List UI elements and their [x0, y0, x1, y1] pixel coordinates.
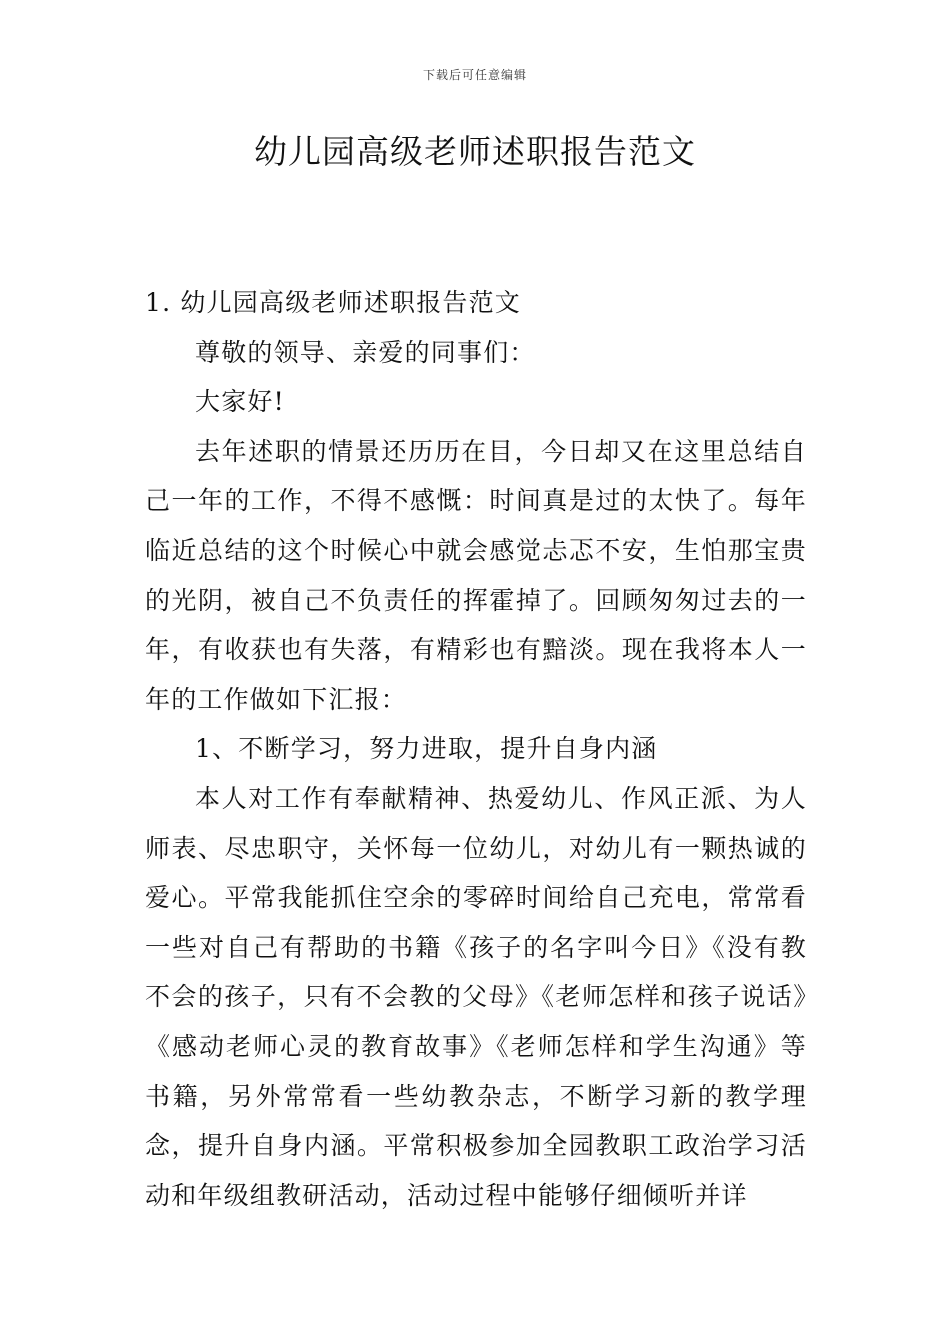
document-body [145, 278, 807, 1220]
document-title: 幼儿园高级老师述职报告范文 [254, 132, 696, 171]
body-paragraph: 本人对工作有奉献精神、热爱幼儿、作风正派、为人师表、尽忠职守，关怀每一位幼儿，对幼儿有一颗热诚的爱心。平常我能抓住空余的零碎时间给自己充电，常常看一些对自己有帮助的书籍《孩子的名字叫今日》《没有教不会的孩子，只有不会教的父母》《老师怎样和孩子说话》《感动老师心灵的教育故事》《老师怎样和学生沟通》等书籍，另外常常看一些幼教杂志，不断学习新的教学理念，提升自身内涵。平常积极参加全园教职工政治学习活动和年级组教研活动，活动过程中能够仔细倾听并详 [145, 783, 807, 1210]
salutation-paragraph: 尊敬的领导、亲爱的同事们： [195, 337, 536, 367]
subheading-paragraph: 1、不断学习，努力进取，提升自身内涵 [195, 734, 658, 764]
header-note: 下载后可任意编辑 [422, 68, 527, 82]
greeting-paragraph: 大家好! [195, 387, 285, 417]
intro-paragraph: 去年述职的情景还历历在目，今日却又在这里总结自己一年的工作，不得不感慨：时间真是过的太快了。每年临近总结的这个时候心中就会感觉忐忑不安，生怕那宝贵的光阴，被自己不负责任的挥霍掉了。回顾匆匆过去的一年，有收获也有失落，有精彩也有黯淡。现在我将本人一年的工作做如下汇报： [145, 436, 807, 714]
section-heading: 1. 幼儿园高级老师述职报告范文 [145, 288, 522, 317]
